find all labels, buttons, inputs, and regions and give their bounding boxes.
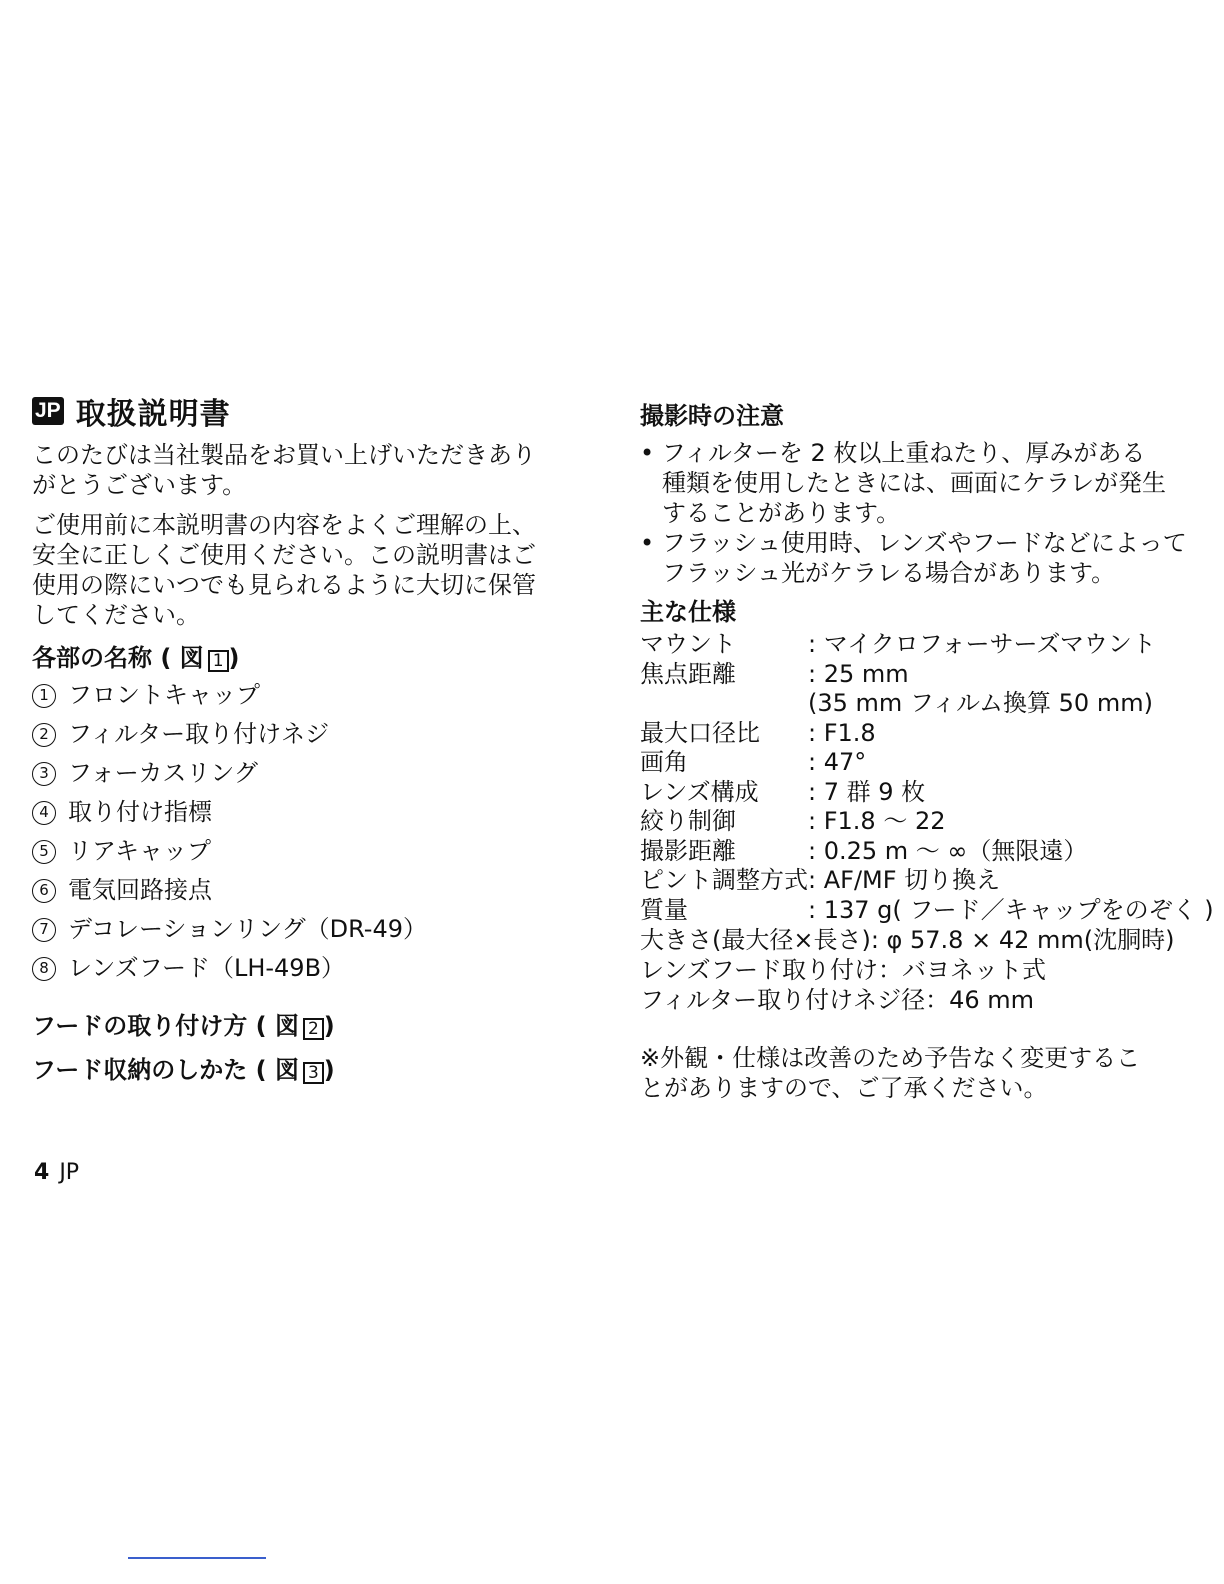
disclaimer-note [640,1043,1208,1103]
language-badge: JP [32,397,64,425]
spec-key: 撮影距離 [640,836,736,865]
right-column [640,400,1214,1103]
spec-value: : F1.8 ～ 22 [808,807,946,835]
page-number: 4 [34,1160,50,1185]
filter-thread-spec: フィルター取り付けネジ径：46 mm [640,986,1035,1014]
table-row [640,719,1214,749]
spec-value: : 47° [808,748,867,776]
paren: ) [323,1012,335,1040]
spec-value: : F1.8 [808,718,876,747]
text-line: することがあります。 [662,499,901,527]
page-title: 取扱説明書 [75,397,231,432]
parts-heading [32,642,580,674]
text-line: とがありますので、ご了承ください。 [640,1074,1048,1102]
list-item [32,754,580,793]
spec-key [640,689,808,719]
part-label: リアキャップ [68,837,212,865]
spec-heading: 主な仕様 [640,598,736,626]
table-row [640,630,1214,660]
spec-value: : 137 g( フード／キャップをのぞく ) [808,895,1214,924]
part-label: フォーカスリング [68,759,258,787]
part-label: デコレーションリング（DR-49） [68,915,427,943]
text-line: 使用の際にいつでも見られるように大切に保管 [32,571,536,599]
spec-key: レンズ構成 [640,777,759,806]
parts-heading-text: 各部の名称 ( 図 [32,644,204,672]
circled-number: 6 [32,879,56,903]
text-line: • フィルターを 2 枚以上重ねたり、厚みがある [640,439,1146,467]
spec-value: : 25 mm [808,659,909,688]
table-row [640,837,1214,867]
list-item [32,949,580,988]
list-item [640,438,1208,528]
hood-store-heading [32,1046,580,1094]
list-item [32,871,580,910]
list-item [32,832,580,871]
text-line: このたびは当社製品をお買い上げいただきあり [32,441,536,469]
circled-number: 4 [32,801,56,825]
paren: ) [228,644,240,672]
heading-text: フードの取り付け方 ( 図 [32,1012,299,1040]
circled-number: 3 [32,762,56,786]
text-line: してください。 [32,601,200,629]
heading-text: フード収納のしかた ( 図 [32,1056,299,1084]
part-label: 電気回路接点 [68,876,212,904]
text-line: 安全に正しくご使用ください。この説明書はご [32,541,536,569]
spec-key: ピント調整方式 [640,866,808,894]
spec-value: : マイクロフォーサーズマウント [808,630,1156,658]
spec-value: (35 mm フィルム換算 50 mm) [808,689,1153,717]
circled-number: 5 [32,840,56,864]
text-line: ※外観・仕様は改善のため予告なく変更するこ [640,1044,1141,1072]
text-line: ご使用前に本説明書の内容をよくご理解の上、 [32,511,536,539]
circled-number: 2 [32,723,56,747]
intro-paragraph-1 [32,440,580,500]
part-label: レンズフード（LH-49B） [68,954,346,982]
manual-title [32,386,580,436]
caution-heading: 撮影時の注意 [640,402,784,430]
table-row [640,866,1214,896]
list-item [640,528,1208,588]
spec-key: 焦点距離 [640,659,736,688]
figure-ref: 2 [303,1018,324,1040]
left-column [32,386,580,1094]
spec-key: 最大口径比 [640,718,760,747]
caution-list [640,438,1208,588]
text-line: • フラッシュ使用時、レンズやフードなどによって [640,529,1187,557]
circled-number: 7 [32,918,56,942]
list-item [32,715,580,754]
table-row [640,778,1214,808]
spec-key: 絞り制御 [640,807,736,835]
list-item [32,910,580,949]
figure-ref: 1 [208,650,229,672]
list-item [32,793,580,832]
page-footer [34,1160,79,1185]
table-row [640,807,1214,837]
text-line: がとうございます。 [32,471,247,499]
figure-ref: 3 [303,1062,324,1084]
size-spec: 大きさ(最大径×長さ): φ 57.8 × 42 mm(沈胴時) [640,926,1175,954]
part-label: フロントキャップ [68,681,260,709]
spec-key: 質量 [640,895,688,924]
circled-number: 8 [32,957,56,981]
intro-paragraph-2 [32,510,580,630]
table-row [640,689,1214,719]
paren: ) [323,1056,335,1084]
part-label: 取り付け指標 [68,798,212,826]
hood-attach-heading [32,1006,580,1046]
spec-value: : 0.25 m ～ ∞（無限遠） [808,836,1088,865]
table-row [640,896,1214,926]
part-label: フィルター取り付けネジ [68,720,330,748]
spec-key: 画角 [640,748,688,776]
text-line: フラッシュ光がケラレる場合があります。 [662,559,1116,587]
footer-lang: JP [59,1160,80,1185]
decorative-rule [128,1557,266,1559]
list-item [32,676,580,715]
text-line: 種類を使用したときには、画面にケラレが発生 [662,469,1166,497]
spec-table [640,630,1214,925]
circled-number: 1 [32,684,56,708]
spec-value: : 7 群 9 枚 [808,777,926,806]
hood-mount-spec: レンズフード取り付け：バヨネット式 [640,956,1046,984]
spec-value: : AF/MF 切り換え [808,866,1001,894]
table-row [640,748,1214,778]
parts-list [32,676,580,988]
spec-key: マウント [640,630,736,658]
table-row [640,660,1214,690]
